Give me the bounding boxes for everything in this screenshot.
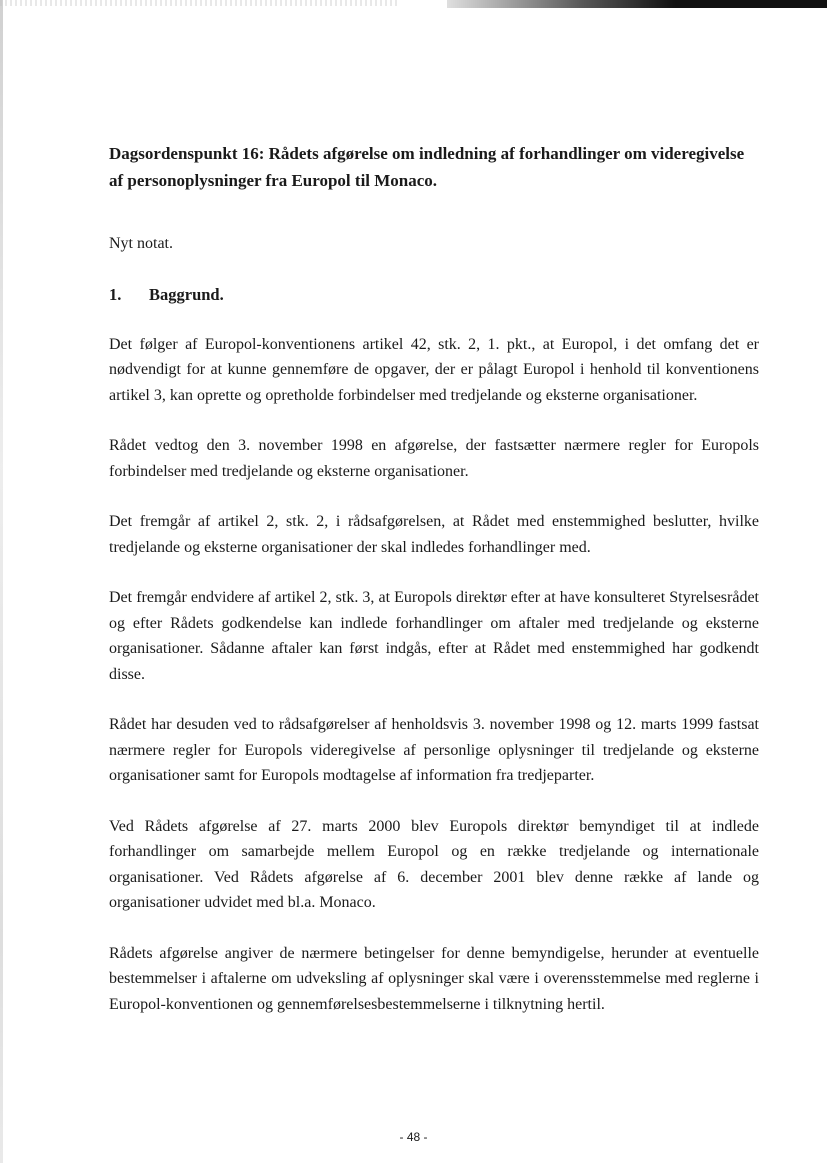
paragraph: Det fremgår endvidere af artikel 2, stk. 3, at Europols direktør efter at have konsulteret Styrelsesrådet og efter Rådets godkendelse kan indlede forhandlinger om aftaler med tredjelande og eksterne organisationer. Sådanne aftaler kan først indgås, efter at Rådet med enstemmighed har godkendt disse. (109, 589, 759, 683)
paragraph: Rådet har desuden ved to rådsafgørelser af henholdsvis 3. november 1998 og 12. marts 1999 fastsat nærmere regler for Europols videregivelse af personlige oplysninger til tredjelande og eksterne organisationer samt for Europols modtagelse af information fra tredjeparter. (109, 716, 759, 784)
note-label: Nyt notat. (109, 235, 173, 252)
paragraph: Rådets afgørelse angiver de nærmere betingelser for denne bemyndigelse, herunder at eventuelle bestemmelser i aftalerne om udveksling af oplysninger skal være i overensstemmelse med reglerne i Europol-konventionen og gennemførelsesbestemmelserne i tilknytning hertil. (109, 944, 759, 1013)
document-body (109, 140, 759, 1017)
paragraph: Ved Rådets afgørelse af 27. marts 2000 blev Europols direktør bemyndiget til at indlede forhandlinger om samarbejde mellem Europol og en række tredjelande og internationale organisationer. Ved Rådets afgørelse af 6. december 2001 blev denne række af lande og organisationer udvidet med bl.a. Monaco. (109, 817, 759, 911)
page-number: - 48 - (399, 1130, 428, 1144)
section-title: Baggrund. (149, 284, 224, 304)
scan-artifact-left-edge (0, 0, 3, 1163)
scan-artifact-top-left (0, 0, 400, 6)
section-heading (109, 282, 759, 307)
paragraph: Det følger af Europol-konventionens artikel 42, stk. 2, 1. pkt., at Europol, i det omfang det er nødvendigt for at kunne gennemføre de opgaver, der er pålagt Europol i henhold til konventionens artikel 3, kan oprette og opretholde forbindelser med tredjelande og eksterne organisationer. (109, 335, 759, 404)
paragraph: Det fremgår af artikel 2, stk. 2, i rådsafgørelsen, at Rådet med enstemmighed beslutter, hvilke tredjelande og eksterne organisationer der skal indledes forhandlinger med. (109, 513, 759, 556)
section-number: 1. (109, 284, 122, 304)
paragraph: Rådet vedtog den 3. november 1998 en afgørelse, der fastsætter nærmere regler for Europols forbindelser med tredjelande og eksterne organisationer. (109, 437, 759, 480)
scan-artifact-top-right (447, 0, 827, 8)
agenda-item-title: Dagsordenspunkt 16: Rådets afgørelse om indledning af forhandlinger om videregivelse af personoplysninger fra Europol til Monaco. (109, 144, 745, 190)
